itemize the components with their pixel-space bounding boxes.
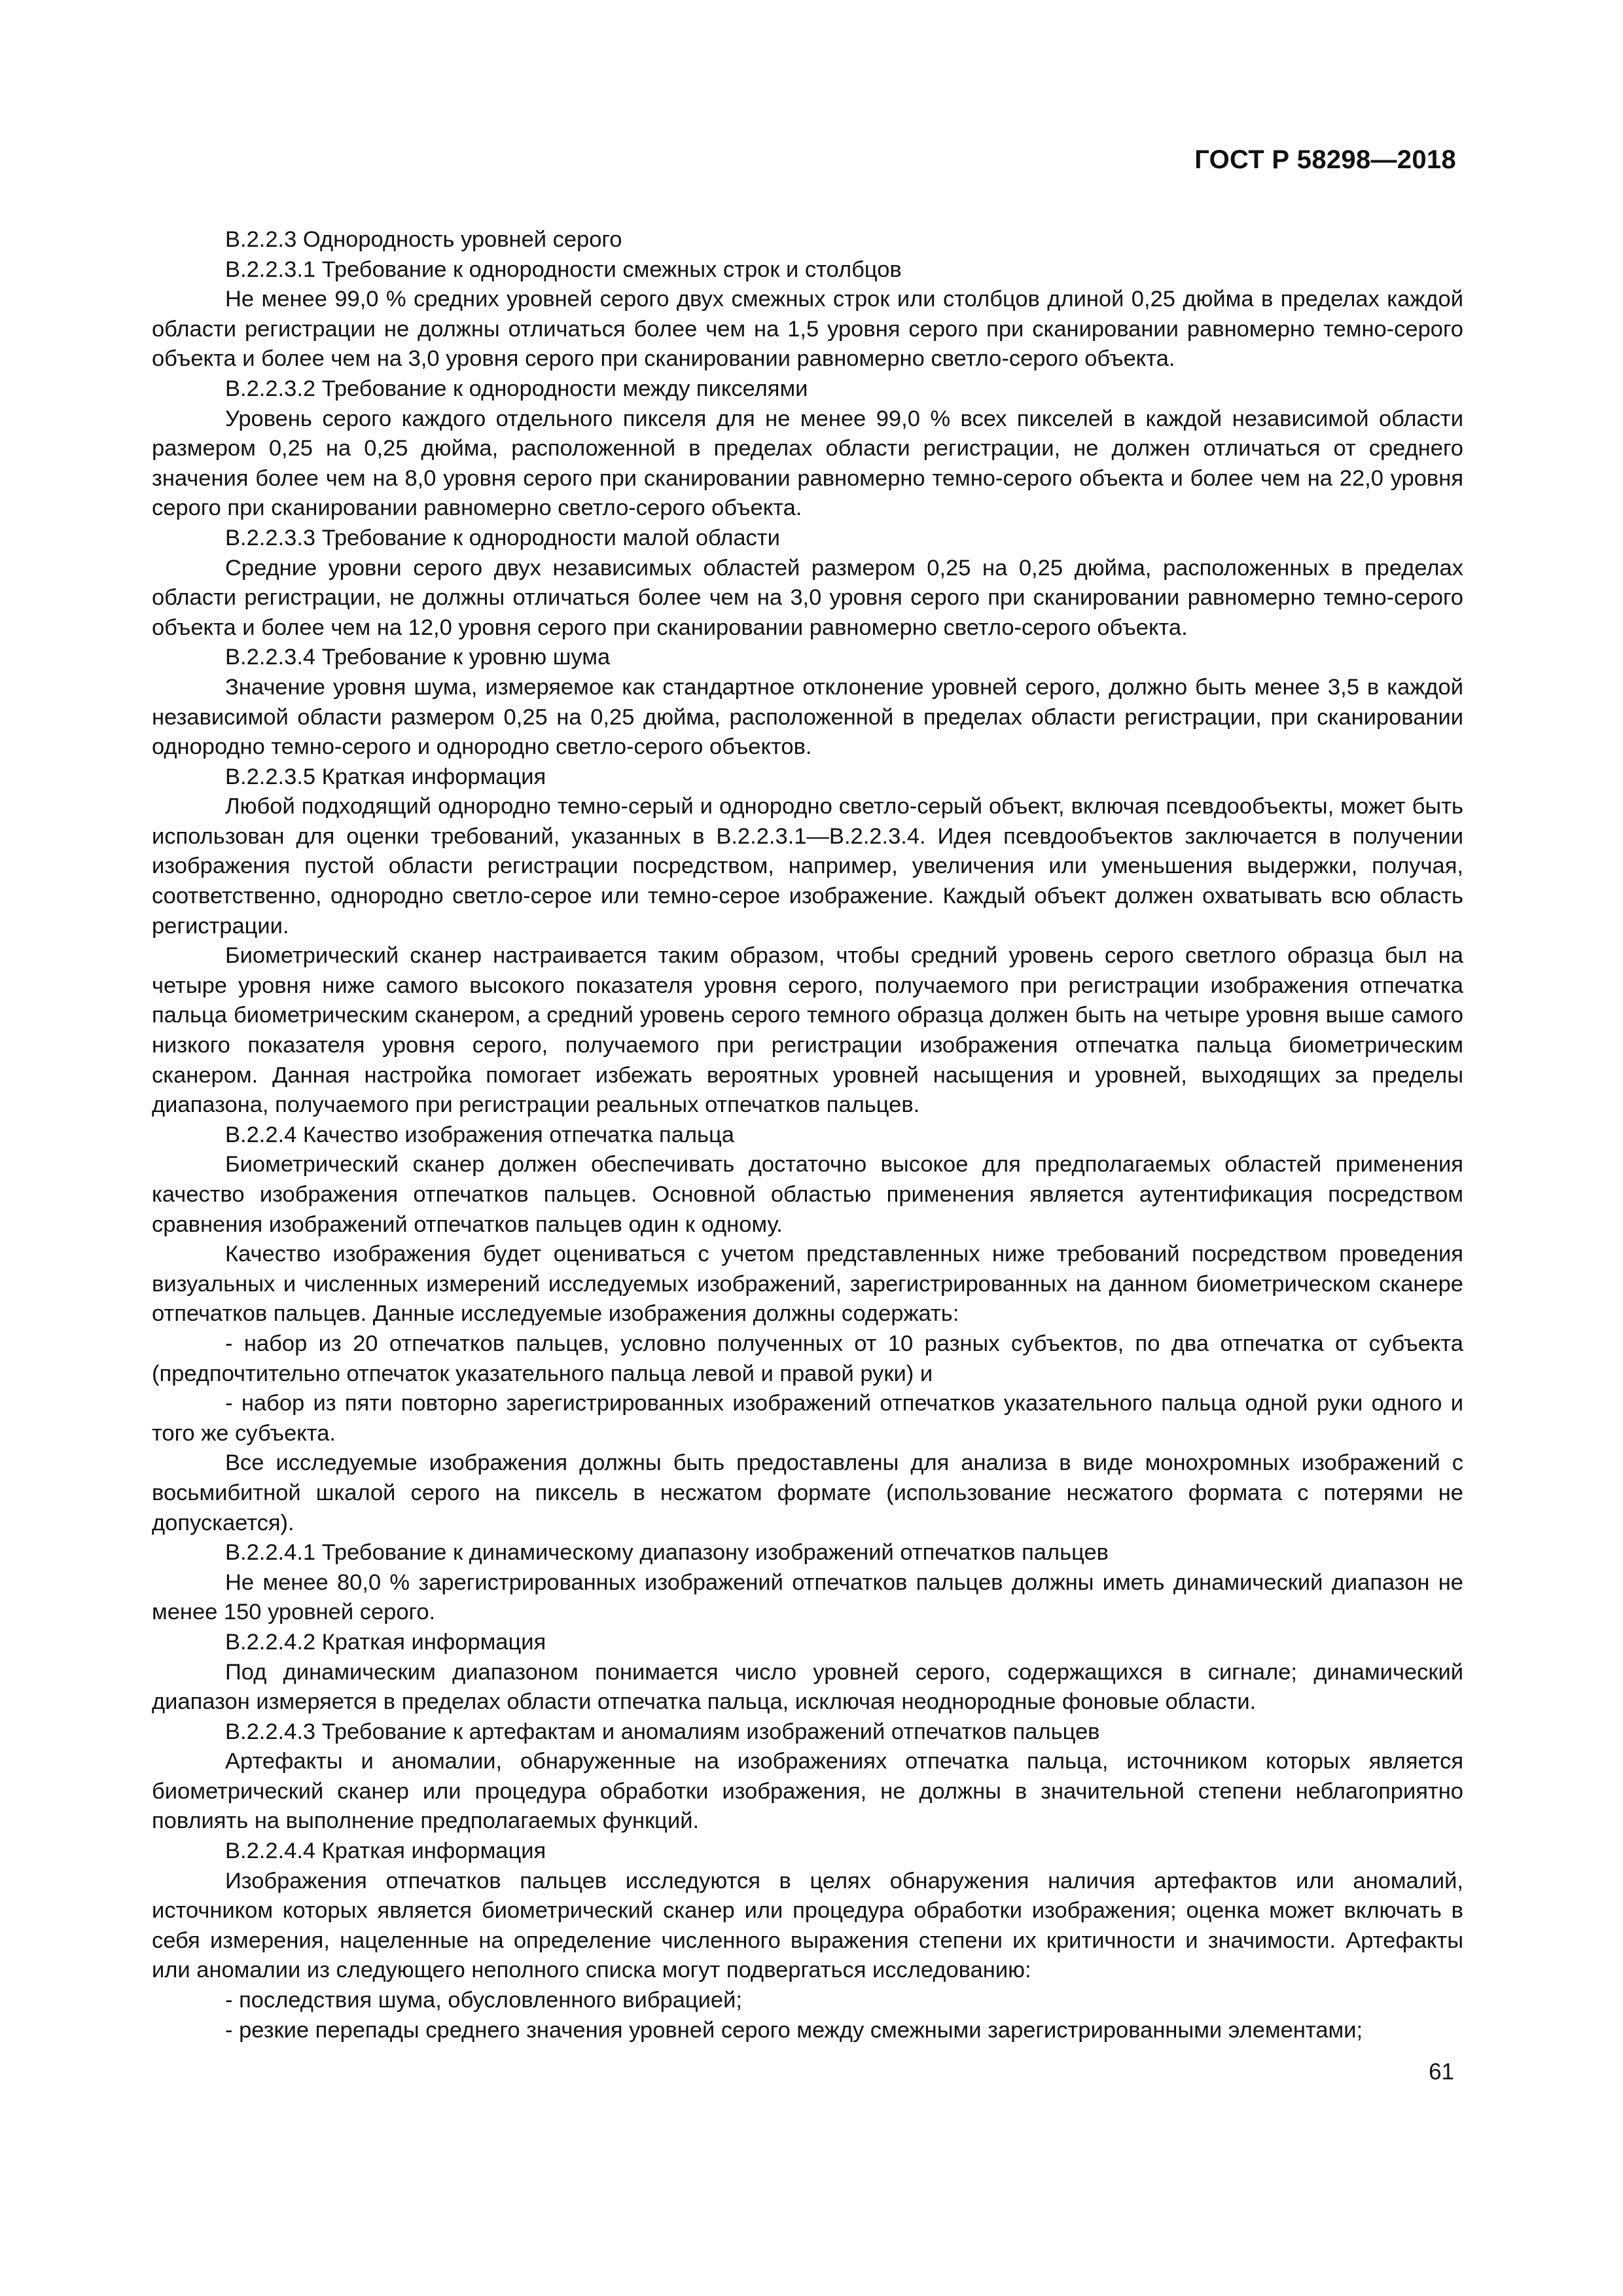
body-paragraph: Биометрический сканер настраивается таким образом, чтобы средний уровень серого светлого образца был на четыре уровня ниже самого высокого показателя уровня серого, получаемого при регистрации изображения отпечатка пальца биометрическим сканером, а средний уровень серого темного образца должен быть на четыре уровня выше самого низкого показателя уровня серого, получаемого при регистрации изображения отпечатка пальца биометрическим сканером. Данная настройка помогает избежать вероятных уровней насыщения и уровней, выходящих за пределы диапазона, получаемого при регистрации реальных отпечатков пальцев. xyxy=(152,943,1463,1118)
subsection-heading: В.2.2.3.2 Требование к однородности между пикселями xyxy=(225,376,808,401)
body-paragraph: Уровень серого каждого отдельного пикселя для не менее 99,0 % всех пикселей в каждой независимой области размером 0,25 на 0,25 дюйма, расположенной в пределах области регистрации, не должен отличаться от среднего значения более чем на 8,0 уровня серого при сканировании равномерно темно-серого объекта и более чем на 22,0 уровня серого при сканировании равномерно светло-серого объекта. xyxy=(152,406,1463,521)
body-paragraph: Любой подходящий однородно темно-серый и однородно светло-серый объект, включая псевдообъекты, может быть использован для оценки требований, указанных в В.2.2.3.1—В.2.2.3.4. Идея псевдообъектов заключается в получении изображения пустой области регистрации посредством, например, увеличения или уменьшения выдержки, получая, соответственно, однородно светло-серое или темно-серое изображение. Каждый объект должен охватывать всю область регистрации. xyxy=(152,794,1463,939)
body-paragraph: Артефакты и аномалии, обнаруженные на изображениях отпечатка пальца, источником которых является биометрический сканер или процедура обработки изображения, не должны в значительной степени неблагоприятно повлиять на выполнение предполагаемых функций. xyxy=(152,1749,1463,1834)
subsection-heading: В.2.2.4.3 Требование к артефактам и аномалиям изображений отпечатков пальцев xyxy=(225,1719,1100,1744)
section-heading: В.2.2.3 Однородность уровней серого xyxy=(225,227,622,252)
body-paragraph: Качество изображения будет оцениваться с учетом представленных ниже требований посредством проведения визуальных и численных измерений исследуемых изображений, зарегистрированных на данном биометрическом сканере отпечатков пальцев. Данные исследуемые изображения должны содержать: xyxy=(152,1242,1463,1327)
body-paragraph: Не менее 99,0 % средних уровней серого двух смежных строк или столбцов длиной 0,25 дюйма в пределах каждой области регистрации не должны отличаться более чем на 1,5 уровня серого при сканировании равномерно темно-серого объекта и более чем на 3,0 уровня серого при сканировании равномерно светло-серого объекта. xyxy=(152,287,1463,372)
list-item: - последствия шума, обусловленного вибрацией; xyxy=(225,1988,742,2013)
list-item: - резкие перепады среднего значения уровней серого между смежными зарегистрированными элементами; xyxy=(225,2017,1363,2043)
body-paragraph: Не менее 80,0 % зарегистрированных изображений отпечатков пальцев должны иметь динамический диапазон не менее 150 уровней серого. xyxy=(152,1570,1463,1625)
subsection-heading: В.2.2.4.2 Краткая информация xyxy=(225,1629,546,1655)
body-paragraph: Изображения отпечатков пальцев исследуются в целях обнаружения наличия артефактов или аномалий, источником которых является биометрический сканер или процедура обработки изображения; оценка может включать в себя измерения, нацеленные на определение численного выражения степени их критичности и значимости. Артефакты или аномалии из следующего неполного списка могут подвергаться исследованию: xyxy=(152,1868,1463,1983)
page-number: 61 xyxy=(1429,2059,1454,2085)
subsection-heading: В.2.2.4.1 Требование к динамическому диапазону изображений отпечатков пальцев xyxy=(225,1540,1109,1566)
body-text xyxy=(152,225,1463,2045)
section-heading: В.2.2.4 Качество изображения отпечатка пальца xyxy=(225,1122,734,1147)
subsection-heading: В.2.2.3.5 Краткая информация xyxy=(225,764,546,789)
subsection-heading: В.2.2.4.4 Краткая информация xyxy=(225,1839,546,1864)
subsection-heading: В.2.2.3.3 Требование к однородности малой области xyxy=(225,525,780,550)
body-paragraph: Средние уровни серого двух независимых областей размером 0,25 на 0,25 дюйма, расположенных в пределах области регистрации, не должны отличаться более чем на 3,0 уровня серого при сканировании равномерно темно-серого объекта и более чем на 12,0 уровня серого при сканировании равномерно светло-серого объекта. xyxy=(152,555,1463,640)
body-paragraph: Под динамическим диапазоном понимается число уровней серого, содержащихся в сигнале; динамический диапазон измеряется в пределах области отпечатка пальца, исключая неоднородные фоновые области. xyxy=(152,1659,1463,1715)
body-paragraph: Биометрический сканер должен обеспечивать достаточно высокое для предполагаемых областей применения качество изображения отпечатков пальцев. Основной областью применения является аутентификация посредством сравнения изображений отпечатков пальцев один к одному. xyxy=(152,1152,1463,1237)
subsection-heading: В.2.2.3.1 Требование к однородности смежных строк и столбцов xyxy=(225,257,902,282)
list-item: - набор из пяти повторно зарегистрированных изображений отпечатков указательного пальца одной руки одного и того же субъекта. xyxy=(152,1391,1463,1446)
body-paragraph: Значение уровня шума, измеряемое как стандартное отклонение уровней серого, должно быть менее 3,5 в каждой независимой области размером 0,25 на 0,25 дюйма, расположенной в пределах области регистрации, при сканировании однородно темно-серого и однородно светло-серого объектов. xyxy=(152,674,1463,760)
standard-id-header: ГОСТ Р 58298—2018 xyxy=(1194,145,1456,174)
list-item: - набор из 20 отпечатков пальцев, условно полученных от 10 разных субъектов, по два отпечатка от субъекта (предпочтительно отпечаток указательного пальца левой и правой руки) и xyxy=(152,1331,1463,1386)
body-paragraph: Все исследуемые изображения должны быть предоставлены для анализа в виде монохромных изображений с восьмибитной шкалой серого на пиксель в несжатом формате (использование несжатого формата с потерями не допускается). xyxy=(152,1450,1463,1535)
subsection-heading: В.2.2.3.4 Требование к уровню шума xyxy=(225,645,611,670)
